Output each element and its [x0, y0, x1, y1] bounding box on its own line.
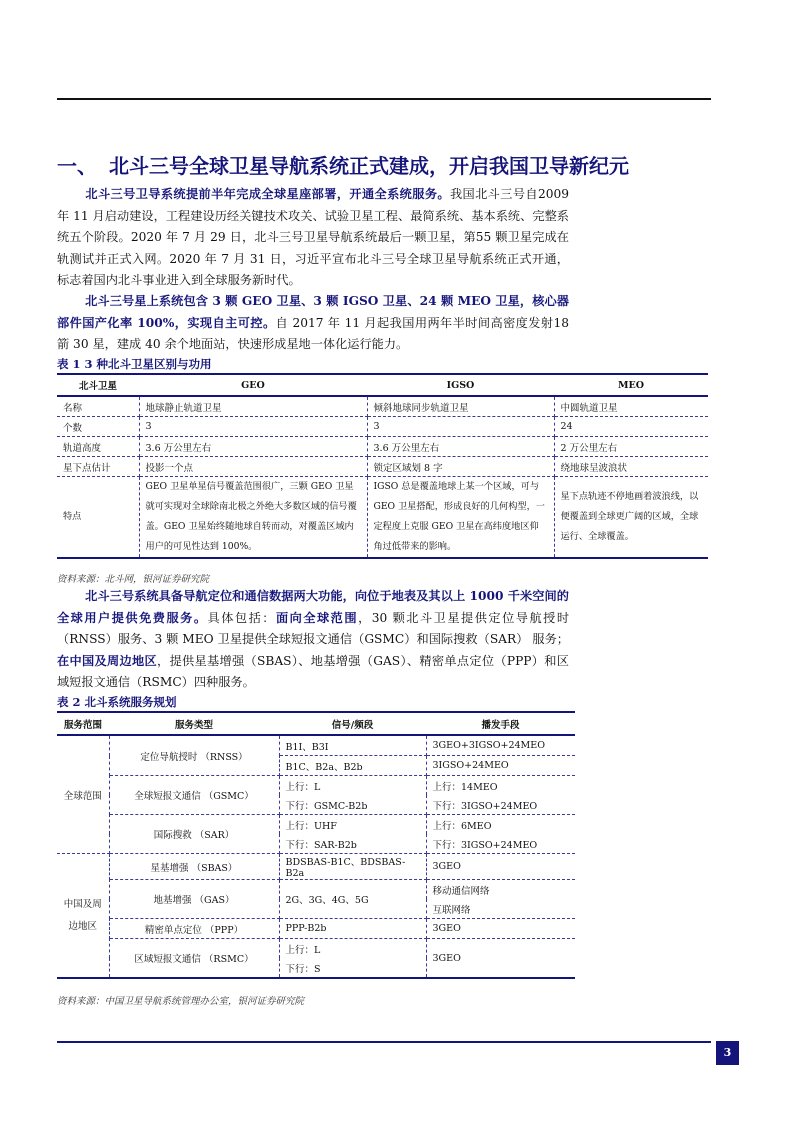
signal-cell: B1C、B2a、B2b [279, 756, 426, 776]
table-cell: 地球静止轨道卫星 [139, 396, 367, 417]
table1-caption: 表 1 3 种北斗卫星区别与功用 [57, 357, 212, 371]
table-header: 北斗卫星 [57, 374, 139, 396]
p2-lead: 北斗三号星上系统包含 3 颗 GEO 卫星、3 颗 IGSO 卫星、24 颗 MEO 卫星，核心器部件国产化率 100%，实现自主可控。 [57, 294, 569, 330]
paragraph-3 [57, 586, 569, 694]
broadcast-cell: 移动通信网络 [432, 885, 490, 897]
service-cell: 地基增强 （GAS） [109, 880, 279, 919]
header-rule [57, 98, 711, 100]
signal-cell: 上行：L [279, 776, 426, 796]
service-cell: 区域短报文通信 （RSMC） [109, 939, 279, 979]
table-row [57, 815, 575, 835]
broadcast-cell: 3GEO [426, 854, 575, 880]
table-header: GEO [139, 374, 367, 396]
table-row [57, 776, 575, 796]
service-cell: 国际搜救 （SAR） [109, 815, 279, 854]
p3-global: 面向全球范围 [275, 610, 359, 625]
table-cell: 3 [367, 417, 554, 437]
table-cell: 轨道高度 [57, 437, 139, 457]
table2-source: 资料来源：中国卫星导航系统管理办公室，银河证券研究院 [57, 996, 305, 1007]
table-header: 信号/频段 [279, 712, 426, 735]
service-plan-table [57, 711, 575, 979]
table-cell: 星下点轨迹不停地画着波浪线，以便覆盖到全球更广阔的区域，全球运行、全球覆盖。 [554, 477, 708, 559]
broadcast-cell: 上行：6MEO [432, 820, 492, 832]
signal-cell: 上行：UHF [279, 815, 426, 835]
p3-lead: 北斗三号系统具备导航定位和通信数据两大功能，向位于地表及其以上 1000 千米空间的全球用户提供免费服务。 [57, 589, 569, 625]
table-cell: 名称 [57, 396, 139, 417]
table-header: MEO [554, 374, 708, 396]
p3-body-2: ，30 颗北斗卫星提供定位导航授时（RNSS）服务、3 颗 MEO 卫星提供全球短报文通信（GSMC）和国际搜救（SAR） 服务； [57, 610, 570, 646]
table-row [57, 919, 575, 939]
paragraph-1 [57, 184, 569, 292]
signal-cell: 下行：S [279, 958, 426, 978]
signal-cell: B1I、B3I [279, 735, 426, 756]
table-cell: GEO 卫星单星信号覆盖范围很广，三颗 GEO 卫星就可实现对全球除南北极之外绝大多数区域的信号覆盖。GEO 卫星始终随地球自转而动，对覆盖区域内用户的可见性达到 100%。 [139, 477, 367, 559]
table-cell: 个数 [57, 417, 139, 437]
table-header: 服务范围 [57, 712, 109, 735]
table-cell: 特点 [57, 477, 139, 559]
service-cell: 定位导航授时 （RNSS） [109, 735, 279, 776]
signal-cell: 2G、3G、4G、5G [279, 880, 426, 919]
table-cell: 24 [554, 417, 708, 437]
scope-cell: 全球范围 [57, 735, 109, 854]
broadcast-cell: 上行：14MEO [432, 781, 498, 793]
section-title: 北斗三号全球卫星导航系统正式建成，开启我国卫导新纪元 [109, 154, 629, 178]
p3-body-1: 具体包括： [207, 610, 276, 625]
table1-source: 资料来源：北斗网，银河证券研究院 [57, 574, 210, 585]
broadcast-cell: 下行：3IGSO+24MEO [426, 795, 575, 815]
paragraph-2 [57, 291, 569, 356]
table-cell: 星下点估计 [57, 457, 139, 477]
table-cell: 中圆轨道卫星 [554, 396, 708, 417]
scope-cell: 中国及周边地区 [57, 854, 109, 979]
table-row [57, 880, 575, 900]
table-header: IGSO [367, 374, 554, 396]
broadcast-cell: 3GEO [426, 939, 575, 979]
p1-body: 我国北斗三号自2009 年 11 月启动建设，工程建设历经关键技术攻关、试验卫星工程、最简系统、基本系统、完整系统五个阶段。2020 年 7 月 29 日，北斗三号卫星导航系统最后一颗卫星，第55 颗卫星完成在轨测试并正式入网。2020 年 7 月 31 日，习近平宣布北斗三号全球卫星导航系统正式开通，标志着国内北斗事业进入到全球服务新时代。 [57, 187, 569, 287]
table-cell: 3 [139, 417, 367, 437]
footer-rule [57, 1041, 711, 1043]
table-cell: 投影一个点 [139, 457, 367, 477]
table-row [57, 854, 575, 880]
service-cell: 精密单点定位 （PPP） [109, 919, 279, 939]
signal-cell: 下行：GSMC-B2b [279, 795, 426, 815]
signal-cell: PPP-B2b [279, 919, 426, 939]
table-row [57, 396, 708, 417]
table-header-row [57, 374, 708, 396]
table-cell: 锁定区域划 8 字 [367, 457, 554, 477]
signal-cell: 上行：L [279, 939, 426, 959]
table-cell: 倾斜地球同步轨道卫星 [367, 396, 554, 417]
p3-body-3: ，提供星基增强（SBAS）、地基增强（GAS）、精密单点定位（PPP）和区域短报文通信（RSMC）四种服务。 [57, 653, 569, 689]
table-row [57, 457, 708, 477]
section-number: 一、 [57, 154, 97, 178]
broadcast-cell: 3GEO [426, 919, 575, 939]
table-cell: 2 万公里左右 [554, 437, 708, 457]
table-header: 播发手段 [426, 712, 575, 735]
p3-china: 在中国及周边地区 [57, 653, 158, 668]
table-row [57, 939, 575, 959]
table-header-row [57, 712, 575, 735]
table-header: 服务类型 [109, 712, 279, 735]
page-number: 3 [716, 1041, 739, 1065]
table-row [57, 417, 708, 437]
signal-cell: 下行：SAR-B2b [279, 834, 426, 854]
broadcast-cell: 3IGSO+24MEO [426, 756, 575, 776]
table-cell: IGSO 总是覆盖地球上某一个区域，可与 GEO 卫星搭配，形成良好的几何构型，一定程度上克服 GEO 卫星在高纬度地区仰角过低带来的影响。 [367, 477, 554, 559]
signal-cell: BDSBAS-B1C、BDSBAS-B2a [279, 854, 426, 880]
table-cell: 绕地球呈波浪状 [554, 457, 708, 477]
broadcast-cell: 互联网络 [426, 899, 575, 919]
table-row [57, 437, 708, 457]
broadcast-cell: 3GEO+3IGSO+24MEO [426, 735, 575, 756]
broadcast-cell: 下行：3IGSO+24MEO [426, 834, 575, 854]
satellite-comparison-table [57, 373, 708, 559]
service-cell: 星基增强 （SBAS） [109, 854, 279, 880]
p1-lead: 北斗三号卫导系统提前半年完成全球星座部署，开通全系统服务。 [85, 187, 450, 201]
table-row [57, 735, 575, 756]
section-heading [57, 150, 717, 179]
service-cell: 全球短报文通信 （GSMC） [109, 776, 279, 815]
table-cell: 3.6 万公里左右 [139, 437, 367, 457]
table-cell: 3.6 万公里左右 [367, 437, 554, 457]
table2-caption: 表 2 北斗系统服务规划 [57, 695, 177, 709]
table-row [57, 477, 708, 559]
p2-body: 自 2017 年 11 月起我国用两年半时间高密度发射18 箭 30 星，建成 40 余个地面站，快速形成星地一体化运行能力。 [57, 315, 569, 351]
